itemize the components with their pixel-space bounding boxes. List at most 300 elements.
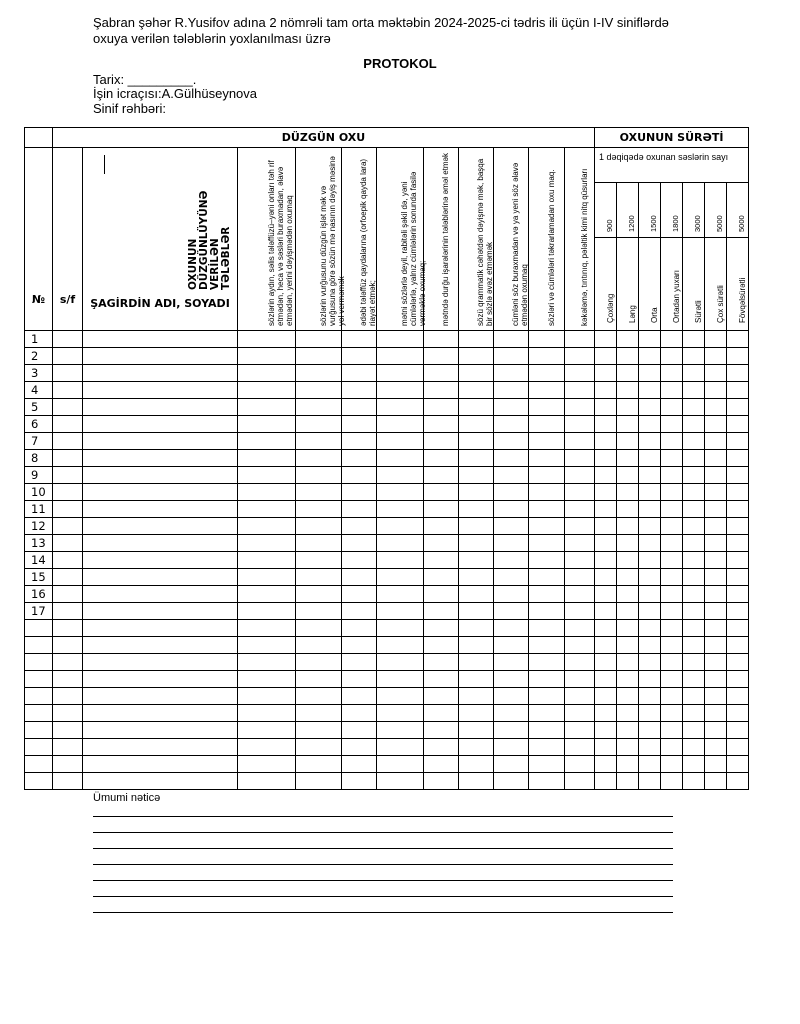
entry-cell[interactable] [705, 450, 727, 467]
entry-cell[interactable] [705, 654, 727, 671]
entry-cell[interactable] [238, 586, 296, 603]
entry-cell[interactable] [617, 586, 639, 603]
entry-cell[interactable] [661, 535, 683, 552]
entry-cell[interactable] [494, 399, 529, 416]
entry-cell[interactable] [661, 365, 683, 382]
entry-cell[interactable] [494, 535, 529, 552]
entry-cell[interactable] [565, 416, 595, 433]
entry-cell[interactable] [727, 518, 749, 535]
entry-cell[interactable] [639, 399, 661, 416]
entry-cell[interactable] [639, 382, 661, 399]
entry-cell[interactable] [529, 705, 565, 722]
student-name-cell[interactable] [83, 637, 238, 654]
entry-cell[interactable] [661, 450, 683, 467]
entry-cell[interactable] [53, 433, 83, 450]
entry-cell[interactable] [661, 382, 683, 399]
entry-cell[interactable] [727, 331, 749, 348]
entry-cell[interactable] [238, 450, 296, 467]
entry-cell[interactable] [529, 620, 565, 637]
entry-cell[interactable] [617, 654, 639, 671]
entry-cell[interactable] [296, 535, 342, 552]
entry-cell[interactable] [705, 416, 727, 433]
entry-cell[interactable] [238, 688, 296, 705]
entry-cell[interactable] [617, 518, 639, 535]
entry-cell[interactable] [494, 348, 529, 365]
entry-cell[interactable] [494, 365, 529, 382]
entry-cell[interactable] [661, 620, 683, 637]
entry-cell[interactable] [377, 603, 424, 620]
entry-cell[interactable] [639, 620, 661, 637]
entry-cell[interactable] [296, 773, 342, 790]
entry-cell[interactable] [661, 484, 683, 501]
entry-cell[interactable] [705, 484, 727, 501]
entry-cell[interactable] [459, 399, 494, 416]
entry-cell[interactable] [683, 756, 705, 773]
student-name-cell[interactable] [83, 688, 238, 705]
student-name-cell[interactable] [83, 433, 238, 450]
entry-cell[interactable] [529, 535, 565, 552]
entry-cell[interactable] [565, 348, 595, 365]
entry-cell[interactable] [639, 671, 661, 688]
entry-cell[interactable] [683, 739, 705, 756]
entry-cell[interactable] [565, 518, 595, 535]
entry-cell[interactable] [705, 637, 727, 654]
entry-cell[interactable] [53, 450, 83, 467]
entry-cell[interactable] [494, 773, 529, 790]
entry-cell[interactable] [296, 467, 342, 484]
entry-cell[interactable] [595, 416, 617, 433]
entry-cell[interactable] [595, 484, 617, 501]
entry-cell[interactable] [639, 756, 661, 773]
entry-cell[interactable] [639, 637, 661, 654]
entry-cell[interactable] [639, 433, 661, 450]
entry-cell[interactable] [617, 739, 639, 756]
entry-cell[interactable] [377, 450, 424, 467]
entry-cell[interactable] [595, 467, 617, 484]
student-name-cell[interactable] [83, 484, 238, 501]
entry-cell[interactable] [494, 331, 529, 348]
entry-cell[interactable] [424, 467, 459, 484]
entry-cell[interactable] [494, 382, 529, 399]
entry-cell[interactable] [727, 569, 749, 586]
entry-cell[interactable] [565, 586, 595, 603]
entry-cell[interactable] [683, 773, 705, 790]
entry-cell[interactable] [683, 535, 705, 552]
entry-cell[interactable] [639, 773, 661, 790]
entry-cell[interactable] [377, 569, 424, 586]
entry-cell[interactable] [705, 399, 727, 416]
entry-cell[interactable] [296, 671, 342, 688]
entry-cell[interactable] [727, 382, 749, 399]
entry-cell[interactable] [705, 382, 727, 399]
entry-cell[interactable] [639, 501, 661, 518]
entry-cell[interactable] [529, 331, 565, 348]
entry-cell[interactable] [494, 756, 529, 773]
entry-cell[interactable] [617, 501, 639, 518]
entry-cell[interactable] [617, 433, 639, 450]
entry-cell[interactable] [296, 603, 342, 620]
entry-cell[interactable] [617, 535, 639, 552]
entry-cell[interactable] [238, 382, 296, 399]
entry-cell[interactable] [661, 552, 683, 569]
entry-cell[interactable] [639, 518, 661, 535]
entry-cell[interactable] [639, 365, 661, 382]
result-line[interactable] [93, 848, 673, 849]
entry-cell[interactable] [727, 535, 749, 552]
entry-cell[interactable] [424, 348, 459, 365]
entry-cell[interactable] [494, 722, 529, 739]
entry-cell[interactable] [494, 688, 529, 705]
entry-cell[interactable] [565, 739, 595, 756]
entry-cell[interactable] [342, 467, 377, 484]
entry-cell[interactable] [296, 501, 342, 518]
entry-cell[interactable] [459, 484, 494, 501]
entry-cell[interactable] [595, 382, 617, 399]
entry-cell[interactable] [494, 654, 529, 671]
entry-cell[interactable] [705, 535, 727, 552]
entry-cell[interactable] [53, 688, 83, 705]
entry-cell[interactable] [617, 756, 639, 773]
entry-cell[interactable] [53, 586, 83, 603]
entry-cell[interactable] [377, 382, 424, 399]
student-name-cell[interactable] [83, 348, 238, 365]
entry-cell[interactable] [377, 552, 424, 569]
entry-cell[interactable] [595, 331, 617, 348]
entry-cell[interactable] [296, 484, 342, 501]
entry-cell[interactable] [296, 348, 342, 365]
result-line[interactable] [93, 880, 673, 881]
entry-cell[interactable] [683, 433, 705, 450]
entry-cell[interactable] [565, 331, 595, 348]
student-name-cell[interactable] [83, 569, 238, 586]
entry-cell[interactable] [595, 399, 617, 416]
entry-cell[interactable] [459, 501, 494, 518]
entry-cell[interactable] [424, 620, 459, 637]
entry-cell[interactable] [494, 450, 529, 467]
entry-cell[interactable] [565, 552, 595, 569]
entry-cell[interactable] [595, 671, 617, 688]
entry-cell[interactable] [342, 671, 377, 688]
entry-cell[interactable] [639, 484, 661, 501]
entry-cell[interactable] [342, 773, 377, 790]
entry-cell[interactable] [377, 671, 424, 688]
entry-cell[interactable] [459, 756, 494, 773]
entry-cell[interactable] [529, 399, 565, 416]
entry-cell[interactable] [565, 671, 595, 688]
entry-cell[interactable] [53, 365, 83, 382]
entry-cell[interactable] [459, 722, 494, 739]
entry-cell[interactable] [494, 416, 529, 433]
entry-cell[interactable] [296, 620, 342, 637]
entry-cell[interactable] [342, 484, 377, 501]
entry-cell[interactable] [661, 654, 683, 671]
entry-cell[interactable] [53, 569, 83, 586]
entry-cell[interactable] [238, 654, 296, 671]
entry-cell[interactable] [459, 467, 494, 484]
entry-cell[interactable] [377, 535, 424, 552]
entry-cell[interactable] [727, 739, 749, 756]
entry-cell[interactable] [459, 331, 494, 348]
entry-cell[interactable] [565, 433, 595, 450]
entry-cell[interactable] [529, 603, 565, 620]
entry-cell[interactable] [595, 773, 617, 790]
entry-cell[interactable] [459, 518, 494, 535]
entry-cell[interactable] [238, 603, 296, 620]
entry-cell[interactable] [565, 620, 595, 637]
entry-cell[interactable] [727, 671, 749, 688]
student-name-cell[interactable] [83, 467, 238, 484]
entry-cell[interactable] [727, 688, 749, 705]
entry-cell[interactable] [661, 705, 683, 722]
entry-cell[interactable] [53, 705, 83, 722]
entry-cell[interactable] [595, 620, 617, 637]
entry-cell[interactable] [683, 654, 705, 671]
entry-cell[interactable] [296, 518, 342, 535]
entry-cell[interactable] [595, 365, 617, 382]
entry-cell[interactable] [53, 722, 83, 739]
entry-cell[interactable] [661, 501, 683, 518]
entry-cell[interactable] [424, 603, 459, 620]
entry-cell[interactable] [529, 433, 565, 450]
entry-cell[interactable] [494, 705, 529, 722]
entry-cell[interactable] [705, 773, 727, 790]
entry-cell[interactable] [639, 739, 661, 756]
entry-cell[interactable] [342, 416, 377, 433]
student-name-cell[interactable] [83, 620, 238, 637]
entry-cell[interactable] [683, 331, 705, 348]
entry-cell[interactable] [617, 348, 639, 365]
entry-cell[interactable] [705, 739, 727, 756]
entry-cell[interactable] [342, 535, 377, 552]
entry-cell[interactable] [565, 484, 595, 501]
entry-cell[interactable] [377, 756, 424, 773]
entry-cell[interactable] [424, 705, 459, 722]
entry-cell[interactable] [296, 586, 342, 603]
entry-cell[interactable] [683, 620, 705, 637]
entry-cell[interactable] [705, 552, 727, 569]
entry-cell[interactable] [53, 399, 83, 416]
entry-cell[interactable] [377, 433, 424, 450]
entry-cell[interactable] [459, 535, 494, 552]
entry-cell[interactable] [53, 739, 83, 756]
entry-cell[interactable] [424, 552, 459, 569]
entry-cell[interactable] [377, 586, 424, 603]
entry-cell[interactable] [377, 331, 424, 348]
entry-cell[interactable] [459, 637, 494, 654]
entry-cell[interactable] [494, 467, 529, 484]
entry-cell[interactable] [494, 637, 529, 654]
entry-cell[interactable] [342, 603, 377, 620]
entry-cell[interactable] [639, 552, 661, 569]
entry-cell[interactable] [377, 637, 424, 654]
entry-cell[interactable] [459, 433, 494, 450]
date-field[interactable]: Tarix: _________. [93, 72, 197, 87]
entry-cell[interactable] [661, 756, 683, 773]
entry-cell[interactable] [494, 739, 529, 756]
entry-cell[interactable] [683, 501, 705, 518]
entry-cell[interactable] [53, 348, 83, 365]
entry-cell[interactable] [238, 552, 296, 569]
entry-cell[interactable] [238, 399, 296, 416]
entry-cell[interactable] [661, 348, 683, 365]
entry-cell[interactable] [296, 450, 342, 467]
entry-cell[interactable] [342, 450, 377, 467]
entry-cell[interactable] [296, 756, 342, 773]
entry-cell[interactable] [424, 722, 459, 739]
entry-cell[interactable] [377, 416, 424, 433]
entry-cell[interactable] [296, 688, 342, 705]
entry-cell[interactable] [639, 450, 661, 467]
entry-cell[interactable] [342, 654, 377, 671]
entry-cell[interactable] [727, 348, 749, 365]
entry-cell[interactable] [683, 552, 705, 569]
entry-cell[interactable] [529, 467, 565, 484]
entry-cell[interactable] [617, 552, 639, 569]
entry-cell[interactable] [661, 569, 683, 586]
student-name-cell[interactable] [83, 722, 238, 739]
entry-cell[interactable] [238, 569, 296, 586]
entry-cell[interactable] [238, 467, 296, 484]
entry-cell[interactable] [595, 688, 617, 705]
entry-cell[interactable] [661, 331, 683, 348]
entry-cell[interactable] [53, 382, 83, 399]
entry-cell[interactable] [595, 739, 617, 756]
entry-cell[interactable] [705, 586, 727, 603]
entry-cell[interactable] [494, 603, 529, 620]
entry-cell[interactable] [53, 552, 83, 569]
entry-cell[interactable] [639, 467, 661, 484]
entry-cell[interactable] [424, 739, 459, 756]
entry-cell[interactable] [296, 365, 342, 382]
entry-cell[interactable] [53, 620, 83, 637]
entry-cell[interactable] [595, 518, 617, 535]
entry-cell[interactable] [683, 399, 705, 416]
entry-cell[interactable] [459, 552, 494, 569]
result-line[interactable] [93, 896, 673, 897]
entry-cell[interactable] [342, 586, 377, 603]
entry-cell[interactable] [595, 705, 617, 722]
entry-cell[interactable] [705, 620, 727, 637]
entry-cell[interactable] [459, 586, 494, 603]
entry-cell[interactable] [705, 688, 727, 705]
entry-cell[interactable] [459, 620, 494, 637]
entry-cell[interactable] [617, 722, 639, 739]
entry-cell[interactable] [377, 484, 424, 501]
entry-cell[interactable] [459, 382, 494, 399]
entry-cell[interactable] [661, 518, 683, 535]
entry-cell[interactable] [238, 756, 296, 773]
entry-cell[interactable] [595, 450, 617, 467]
entry-cell[interactable] [53, 501, 83, 518]
entry-cell[interactable] [424, 433, 459, 450]
entry-cell[interactable] [595, 603, 617, 620]
entry-cell[interactable] [238, 722, 296, 739]
entry-cell[interactable] [529, 552, 565, 569]
entry-cell[interactable] [529, 739, 565, 756]
student-name-cell[interactable] [83, 399, 238, 416]
entry-cell[interactable] [238, 535, 296, 552]
entry-cell[interactable] [424, 365, 459, 382]
entry-cell[interactable] [639, 331, 661, 348]
entry-cell[interactable] [342, 552, 377, 569]
student-name-cell[interactable] [83, 654, 238, 671]
entry-cell[interactable] [296, 569, 342, 586]
entry-cell[interactable] [617, 416, 639, 433]
entry-cell[interactable] [342, 688, 377, 705]
entry-cell[interactable] [617, 705, 639, 722]
entry-cell[interactable] [296, 382, 342, 399]
entry-cell[interactable] [238, 518, 296, 535]
entry-cell[interactable] [377, 365, 424, 382]
entry-cell[interactable] [424, 637, 459, 654]
entry-cell[interactable] [639, 586, 661, 603]
entry-cell[interactable] [639, 569, 661, 586]
entry-cell[interactable] [459, 773, 494, 790]
entry-cell[interactable] [639, 416, 661, 433]
entry-cell[interactable] [595, 569, 617, 586]
entry-cell[interactable] [296, 331, 342, 348]
entry-cell[interactable] [565, 756, 595, 773]
student-name-cell[interactable] [83, 450, 238, 467]
entry-cell[interactable] [377, 705, 424, 722]
entry-cell[interactable] [661, 722, 683, 739]
result-line[interactable] [93, 864, 673, 865]
entry-cell[interactable] [705, 365, 727, 382]
student-name-cell[interactable] [83, 603, 238, 620]
entry-cell[interactable] [494, 620, 529, 637]
entry-cell[interactable] [661, 688, 683, 705]
entry-cell[interactable] [639, 705, 661, 722]
entry-cell[interactable] [494, 518, 529, 535]
entry-cell[interactable] [565, 501, 595, 518]
entry-cell[interactable] [238, 637, 296, 654]
entry-cell[interactable] [565, 365, 595, 382]
entry-cell[interactable] [727, 705, 749, 722]
entry-cell[interactable] [727, 552, 749, 569]
entry-cell[interactable] [529, 569, 565, 586]
entry-cell[interactable] [565, 603, 595, 620]
entry-cell[interactable] [529, 501, 565, 518]
entry-cell[interactable] [342, 348, 377, 365]
student-name-cell[interactable] [83, 331, 238, 348]
entry-cell[interactable] [565, 450, 595, 467]
entry-cell[interactable] [727, 773, 749, 790]
entry-cell[interactable] [661, 671, 683, 688]
entry-cell[interactable] [595, 552, 617, 569]
entry-cell[interactable] [296, 416, 342, 433]
student-name-cell[interactable] [83, 552, 238, 569]
entry-cell[interactable] [529, 484, 565, 501]
class-teacher-field[interactable]: Sinif rəhbəri: [93, 101, 166, 116]
entry-cell[interactable] [565, 535, 595, 552]
executor-field[interactable]: İşin icraçısı:A.Gülhüseynova [93, 86, 258, 101]
student-name-cell[interactable] [83, 586, 238, 603]
entry-cell[interactable] [529, 756, 565, 773]
entry-cell[interactable] [342, 331, 377, 348]
entry-cell[interactable] [705, 722, 727, 739]
entry-cell[interactable] [727, 722, 749, 739]
entry-cell[interactable] [424, 773, 459, 790]
entry-cell[interactable] [296, 739, 342, 756]
entry-cell[interactable] [238, 705, 296, 722]
entry-cell[interactable] [296, 399, 342, 416]
entry-cell[interactable] [617, 671, 639, 688]
entry-cell[interactable] [459, 348, 494, 365]
entry-cell[interactable] [595, 654, 617, 671]
entry-cell[interactable] [617, 331, 639, 348]
entry-cell[interactable] [565, 773, 595, 790]
student-name-cell[interactable] [83, 501, 238, 518]
